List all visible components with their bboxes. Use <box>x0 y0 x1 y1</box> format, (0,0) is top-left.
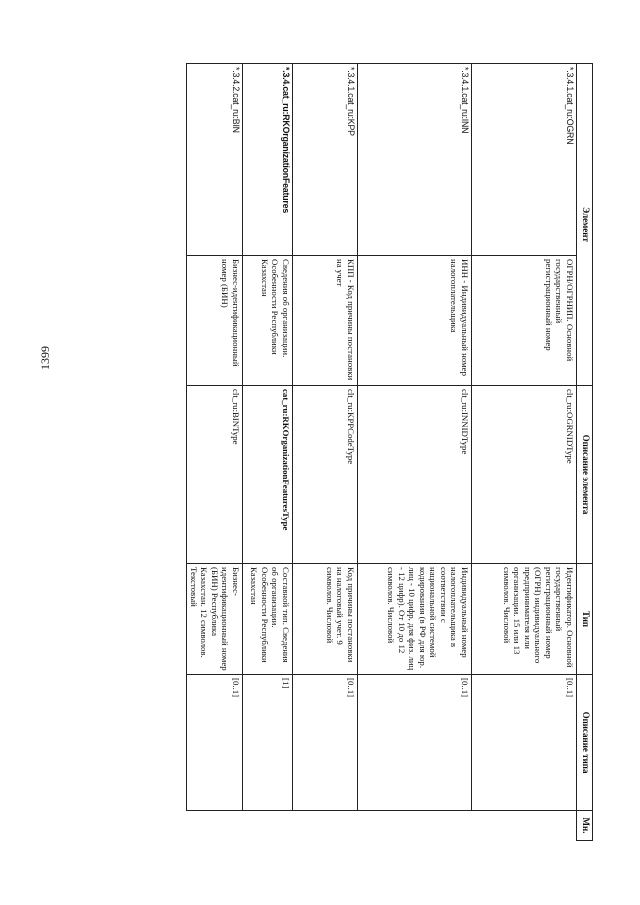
row-element-desc: Бизнес-идентификационный номер (БИН) <box>187 256 243 386</box>
row-type-desc: Идентификатор. Основной государственный регистрационный номер (ОГРН) индивидуального предпринимателя или организации. 15 или 13 символов. Числовой <box>472 564 577 675</box>
header-type-desc: Описание типа <box>577 675 593 811</box>
header-element: Элемент <box>577 64 593 386</box>
header-type: Тип <box>577 564 593 675</box>
row-type: clt_ru:INNIDType <box>358 386 472 564</box>
row-element: *.3.4.1.cat_ru:INN <box>358 64 472 256</box>
row-mult: [0..1] <box>472 675 577 811</box>
table-row <box>243 64 293 841</box>
row-element-desc: ОГРН/ОГРНИП. Основной государственный регистрационный номер <box>472 256 577 386</box>
page-number: 1399 <box>38 346 52 370</box>
row-type-desc: Составной тип. Сведения об организации. Особенности Республики Казахстан <box>243 564 293 675</box>
row-mult: [0..1] <box>187 675 243 811</box>
row-element: *.3.4.2.cat_ru:BIN <box>187 64 243 256</box>
row-mult: [0..1] <box>293 675 358 811</box>
row-element-desc: ИНН - Индивидуальный номер налогоплательщика <box>358 256 472 386</box>
row-element: *.3.4.cat_ru:RKOrganizationFeatures <box>243 64 293 256</box>
row-type-desc: Код причины постановки на налоговый учет. 9 символов. Числовой <box>293 564 358 675</box>
row-type: clt_ru:KPPCodeType <box>293 386 358 564</box>
row-type-desc: Индивидуальный номер налогоплательщика в соответствии с национальной системой кодирования (в РФ для юр. лиц - 10 цифр, для физ. лиц - 12 цифр). От 10 до 12 символов. Числовой <box>358 564 472 675</box>
row-type: clt_ru:BINType <box>187 386 243 564</box>
row-element-desc: Сведения об организации. Особенности Республики Казахстан <box>243 256 293 386</box>
row-type-desc: Бизнес-идентификационный номер (БИН) Республика Казахстан. 12 символов. Текстовый <box>187 564 243 675</box>
row-element-desc: КПП - Код причины постановки на учет <box>293 256 358 386</box>
table-row <box>293 64 358 841</box>
row-element: *.3.4.1.cat_ru:OGRN <box>472 64 577 256</box>
header-mult: Мн. <box>577 811 593 841</box>
rotated-table <box>93 63 593 840</box>
table-row <box>358 64 472 841</box>
row-type: cat_ru:RKOrganizationFeaturesType <box>243 386 293 564</box>
schema-table <box>186 63 593 841</box>
row-type: clt_ru:OGRNIDType <box>472 386 577 564</box>
table-row <box>187 64 243 841</box>
header-row <box>577 64 593 841</box>
table-container <box>93 63 593 840</box>
header-element-desc: Описание элемента <box>577 386 593 564</box>
table-row <box>472 64 577 841</box>
row-mult: [1] <box>243 675 293 811</box>
row-mult: [0..1] <box>358 675 472 811</box>
row-element: *.3.4.1.cat_ru:KPP <box>293 64 358 256</box>
